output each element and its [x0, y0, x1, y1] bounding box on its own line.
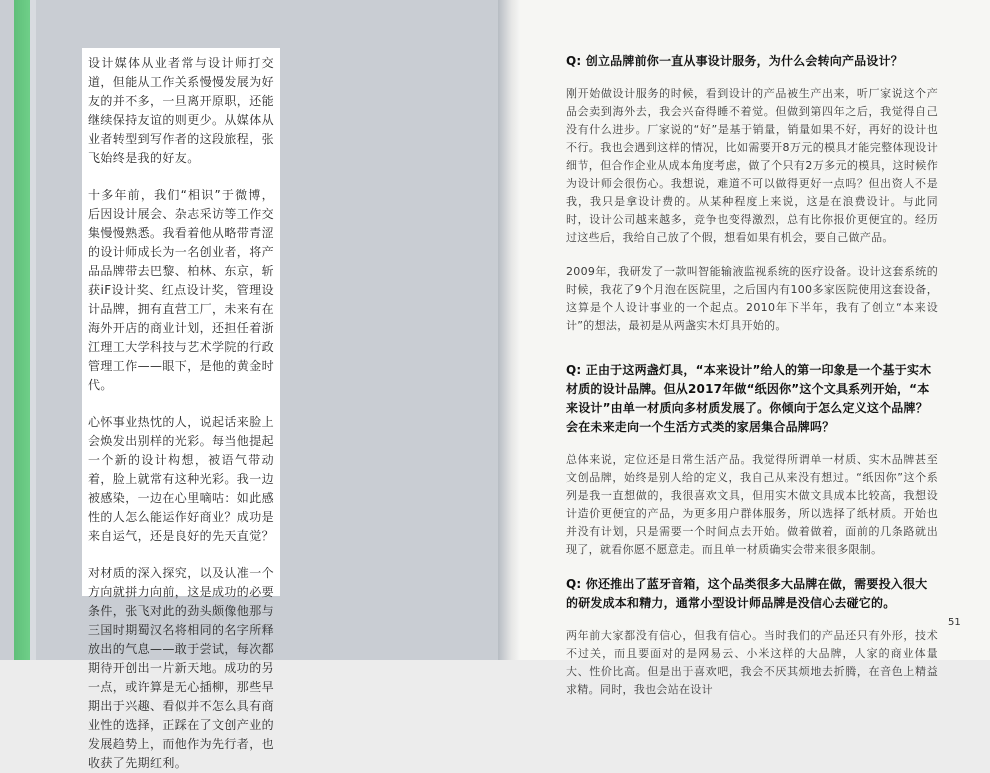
left-page-shade — [30, 0, 36, 660]
answer-paragraph: 2009年，我研发了一款叫智能输液监视系统的医疗设备。设计这套系统的时候，我花了9个月泡在医院里，之后国内有100多家医院使用这套设备，这算是个人设计事业的一个起点。2010年下半年，我有了创立“本来设计”的想法，最初是从两盏实木灯具开始的。 — [566, 265, 938, 332]
left-paragraph: 对材质的深入探究，以及认准一个方向就拼力向前，这是成功的必要条件，张飞对此的劲头颇像他那与三国时期蜀汉名将相同的名字所释放出的气息——敢于尝试，每次都期待开创出一片新天地。成功的另一点，或许算是无心插柳，那些早期出于兴趣、看似并不怎么具有商业性的选择，正踩在了文创产业的发展趋势上，而他作为先行者，也收获了先期红利。 — [88, 566, 275, 770]
left-paragraph: 十多年前，我们“相识”于微博，后因设计展会、杂志采访等工作交集慢慢熟悉。我看着他从略带青涩的设计师成长为一名创业者，将产品品牌带去巴黎、柏林、东京，斩获iF设计奖、红点设计奖，管理设计品牌，拥有直营工厂，未来有在海外开店的商业计划，还担任着浙江理工大学科技与艺术学院的行政管理工作——眼下，是他的黄金时代。 — [88, 188, 275, 392]
page-number: 51 — [948, 617, 961, 628]
answer-paragraph: 刚开始做设计服务的时候，看到设计的产品被生产出来，听厂家说这个产品会卖到海外去，我会兴奋得睡不着觉。但做到第四年之后，我觉得自己没有什么进步。厂家说的“好”是基于销量，销量如果不好，再好的设计也不行。我也会遇到这样的情况，比如需要开8万元的模具才能完整体现设计细节，但合作企业从成本角度考虑，做了个只有2万多元的模具，这时候作为设计师会很伤心。我想说，难道不可以做得更好一点吗？但出资人不是我，我只是拿设计费的。从某种程度上来说，这是在浪费设计。与此同时，设计公司越来越多，竞争也变得激烈，总有比你报价更便宜的。经历过这些后，我给自己放了个假，想看如果有机会，要自己做产品。 — [566, 87, 938, 244]
answer-paragraph: 总体来说，定位还是日常生活产品。我觉得所谓单一材质、实木品牌甚至文创品牌，始终是别人给的定义，我自己从来没有想过。“纸因你”这个系列是我一直想做的，我很喜欢文具，但用实木做文具成本比较高，我想设计造价更便宜的产品，为更多用户群体服务，所以选择了纸材质。开始也并没有计划，只是需要一个时间点去开始。做着做着，面前的几条路就出现了，就看你愿不愿意走。而且单一材质确实会带来很多限制。 — [566, 453, 938, 556]
answer-paragraph: 两年前大家都没有信心，但我有信心。当时我们的产品还只有外形，技术不过关，而且要面对的是网易云、小米这样的大品牌，人家的商业体量大、性价比高。但是出于喜欢吧，我会不厌其烦地去折腾，在音色上精益求精。同时，我也会站在设计 — [566, 629, 938, 696]
interview-column — [566, 52, 938, 715]
left-paragraph: 心怀事业热忱的人，说起话来脸上会焕发出别样的光彩。每当他提起一个新的设计构想，被语气带动着，脸上就常有这种光彩。我一边被感染，一边在心里嘀咕：如此感性的人怎么能运作好商业？成功是来自运气，还是良好的先天直觉？ — [88, 415, 275, 543]
left-paragraph: 设计媒体从业者常与设计师打交道，但能从工作关系慢慢发展为好友的并不多，一旦离开原职，还能继续保持友谊的则更少。从媒体从业者转型到写作者的这段旅程，张飞始终是我的好友。 — [88, 56, 275, 165]
question-heading: Q: 创立品牌前你一直从事设计服务，为什么会转向产品设计？ — [566, 54, 903, 68]
question-heading: Q: 你还推出了蓝牙音箱，这个品类很多大品牌在做，需要投入很大的研发成本和精力，通常小型设计师品牌是没信心去碰它的。 — [566, 577, 928, 610]
section-gap — [566, 351, 938, 361]
question-heading: Q: 正由于这两盏灯具，“本来设计”给人的第一印象是一个基于实木材质的设计品牌。但从2017年做“纸因你”这个文具系列开始，“本来设计”由单一材质向多材质发展了。你倾向于怎么定义这个品牌？会在未来走向一个生活方式类的家居集合品牌吗？ — [566, 363, 932, 434]
book-spine — [498, 0, 520, 660]
left-text-card — [82, 48, 280, 770]
green-edge-strip — [14, 0, 30, 660]
